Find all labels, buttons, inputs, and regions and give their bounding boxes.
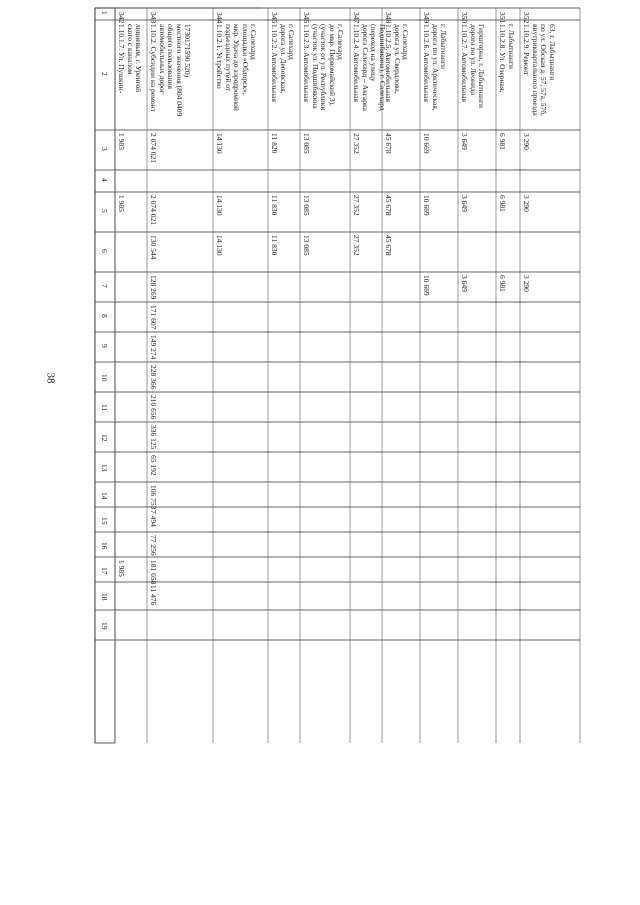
column-header: 17 bbox=[100, 566, 109, 574]
value-cell: 128 269 bbox=[149, 275, 158, 300]
column-header: 5 bbox=[100, 209, 109, 213]
row-name-line: г. Салехард bbox=[401, 24, 410, 60]
row-name-line: г. Лабытнанги bbox=[506, 24, 516, 69]
value-cell: 27 352 bbox=[352, 195, 361, 216]
row-name-line: дорога по ул. Леонида bbox=[468, 24, 478, 96]
column-header: 10 bbox=[100, 374, 109, 382]
row-name-line: 1.10.2.2. Автомобильная bbox=[270, 24, 279, 102]
value-cell: 10 669 bbox=[422, 275, 431, 296]
row-name-line: 1.10.2.7. Автомобильная bbox=[460, 24, 469, 102]
value-cell: 13 085 bbox=[302, 133, 311, 154]
row-name-line: 1.10.1.7. Ул. Пушкин- bbox=[117, 24, 126, 94]
row-number: 344 bbox=[215, 12, 224, 24]
value-cell: 3 649 bbox=[460, 195, 469, 212]
value-cell: 14 130 bbox=[215, 235, 224, 256]
value-cell: 3 649 bbox=[460, 133, 469, 150]
column-header: 16 bbox=[100, 541, 109, 549]
row-name-line: дорога Салехард – Аксарка bbox=[360, 24, 370, 111]
row-name-line: (переход на улицу bbox=[369, 24, 378, 82]
value-cell: 14 130 bbox=[215, 195, 224, 216]
row-name-line: до мкр. Первомайский 3), bbox=[327, 24, 337, 106]
value-cell: 13 085 bbox=[302, 195, 311, 216]
row-name-line: автомобильных дорог bbox=[157, 24, 167, 94]
page-number: 38 bbox=[44, 372, 57, 384]
column-header: 2 bbox=[100, 72, 109, 76]
row-name-line: г. Лабытнанги bbox=[439, 24, 448, 69]
row-name-line: (участок от ул. Республики bbox=[319, 24, 328, 111]
value-cell: 336 125 bbox=[149, 425, 158, 450]
row-number: 349 bbox=[422, 12, 431, 24]
value-cell: 171 607 bbox=[149, 305, 158, 330]
value-cell: 181 058 bbox=[149, 560, 158, 585]
value-cell: 6 981 bbox=[498, 275, 507, 292]
row-name-line: 1730171590 520) bbox=[183, 24, 192, 78]
column-header: 14 bbox=[100, 491, 109, 499]
value-cell: 11 830 bbox=[270, 235, 279, 256]
column-header: 1 bbox=[100, 11, 109, 15]
value-cell: 65 192 bbox=[149, 455, 158, 476]
value-cell: 11 476 bbox=[149, 585, 158, 606]
column-header: 4 bbox=[100, 178, 109, 182]
column-header: 9 bbox=[100, 344, 109, 348]
value-cell: 6 981 bbox=[498, 133, 507, 150]
value-cell: 130 544 bbox=[149, 235, 158, 260]
value-cell: 210 656 bbox=[149, 395, 158, 420]
row-number: 342 bbox=[117, 12, 126, 24]
row-name-line: ского с каналом bbox=[125, 24, 135, 75]
value-cell: 11 830 bbox=[270, 195, 279, 216]
value-cell: 45 678 bbox=[384, 133, 393, 154]
value-cell: 7 494 bbox=[149, 510, 158, 527]
value-cell: 77 256 bbox=[149, 535, 158, 556]
row-number: 346 bbox=[302, 12, 311, 24]
row-number: 350 bbox=[460, 12, 469, 24]
row-name-line: (участок ул. Подшибякина bbox=[310, 24, 320, 109]
value-cell: 1 985 bbox=[117, 133, 126, 150]
row-name-line: Подшибякина), г. Салехард bbox=[377, 24, 387, 111]
column-header: 7 bbox=[100, 284, 109, 288]
column-header: 15 bbox=[100, 516, 109, 524]
column-header: 8 bbox=[100, 314, 109, 318]
row-name-line: дорога ул. Свердлова, bbox=[392, 24, 402, 94]
column-header: 13 bbox=[100, 464, 109, 472]
value-cell: 13 085 bbox=[302, 235, 311, 256]
value-cell: 45 678 bbox=[384, 235, 393, 256]
row-name-line: 1.10.2.5. Автомобильная bbox=[384, 24, 393, 102]
row-name-line: 63, г. Лабытнанги bbox=[547, 24, 557, 81]
value-cell: 1 985 bbox=[117, 195, 126, 212]
row-name-line: местного значения (804 0409 bbox=[174, 24, 184, 117]
row-name-line: 1.10.2.8. Ул. Озерная, bbox=[498, 24, 507, 93]
row-number: 343 bbox=[149, 12, 158, 24]
value-cell: 228 366 bbox=[149, 365, 158, 390]
column-header: 19 bbox=[100, 622, 109, 630]
row-number: 351 bbox=[498, 12, 507, 24]
row-name-line: ливневым, г. Уренгой bbox=[134, 24, 143, 93]
row-name-line: дорога ул. Деповская, bbox=[278, 24, 288, 94]
value-cell: 106 753 bbox=[149, 485, 158, 510]
value-cell: 3 290 bbox=[522, 195, 531, 212]
column-header: 11 bbox=[100, 404, 109, 412]
row-name-line: мкр. Удача до аэродромной bbox=[232, 24, 241, 111]
value-cell: 2 074 021 bbox=[149, 133, 158, 163]
row-name-line: 1.10.2.9. Ремонт bbox=[522, 24, 531, 76]
value-cell: 1 985 bbox=[117, 560, 126, 577]
value-cell: 27 352 bbox=[352, 133, 361, 154]
value-cell: 14 130 bbox=[215, 133, 224, 154]
value-cell: 10 669 bbox=[422, 195, 431, 216]
column-header: 18 bbox=[100, 593, 109, 601]
column-header: 3 bbox=[100, 147, 109, 151]
row-name-line: общего пользования bbox=[166, 24, 175, 89]
value-cell: 2 074 021 bbox=[149, 195, 158, 225]
row-number: 352 bbox=[522, 12, 531, 24]
value-cell: 45 678 bbox=[384, 195, 393, 216]
value-cell: 27 352 bbox=[352, 235, 361, 256]
value-cell: 3 649 bbox=[460, 275, 469, 292]
row-name-line: площадки «Обдорск», bbox=[240, 24, 250, 95]
row-name-line: 1.10.2.6. Автомобильная bbox=[422, 24, 431, 102]
column-header: 12 bbox=[100, 434, 109, 442]
row-number: 347 bbox=[352, 12, 361, 24]
row-name-line: по ул. Обская д. 57, 57а, 57б, bbox=[539, 24, 548, 116]
row-name-line: 1.10.2. Субсидии на ремонт bbox=[149, 24, 158, 112]
value-cell: 149 274 bbox=[149, 335, 158, 360]
row-name-line: 1.10.2.4. Автомобильная bbox=[352, 24, 361, 102]
value-cell: 11 820 bbox=[270, 133, 279, 154]
row-name-line: дорога по ул. Арктическая, bbox=[430, 24, 440, 111]
value-cell: 3 290 bbox=[522, 133, 531, 150]
row-name-line: г. Салехард bbox=[249, 24, 258, 60]
row-name-line: 1.10.2.3. Автомобильная bbox=[302, 24, 311, 102]
value-cell: 6 981 bbox=[498, 195, 507, 212]
row-name-line: Гиршгорна, г. Лабытнанги bbox=[477, 24, 486, 109]
row-name-line: 1.10.2.1. Устройство bbox=[215, 24, 224, 89]
row-number: 345 bbox=[270, 12, 279, 24]
row-name-line: внутриквартального проезда bbox=[530, 24, 540, 116]
row-name-line: подъездных путей от bbox=[223, 24, 233, 92]
value-cell: 10 669 bbox=[422, 133, 431, 154]
value-cell: 3 290 bbox=[522, 275, 531, 292]
row-number: 348 bbox=[384, 12, 393, 24]
column-header: 6 bbox=[100, 249, 109, 253]
row-name-line: г. Салехард bbox=[287, 24, 296, 60]
row-name-line: г. Салехард bbox=[336, 24, 345, 60]
